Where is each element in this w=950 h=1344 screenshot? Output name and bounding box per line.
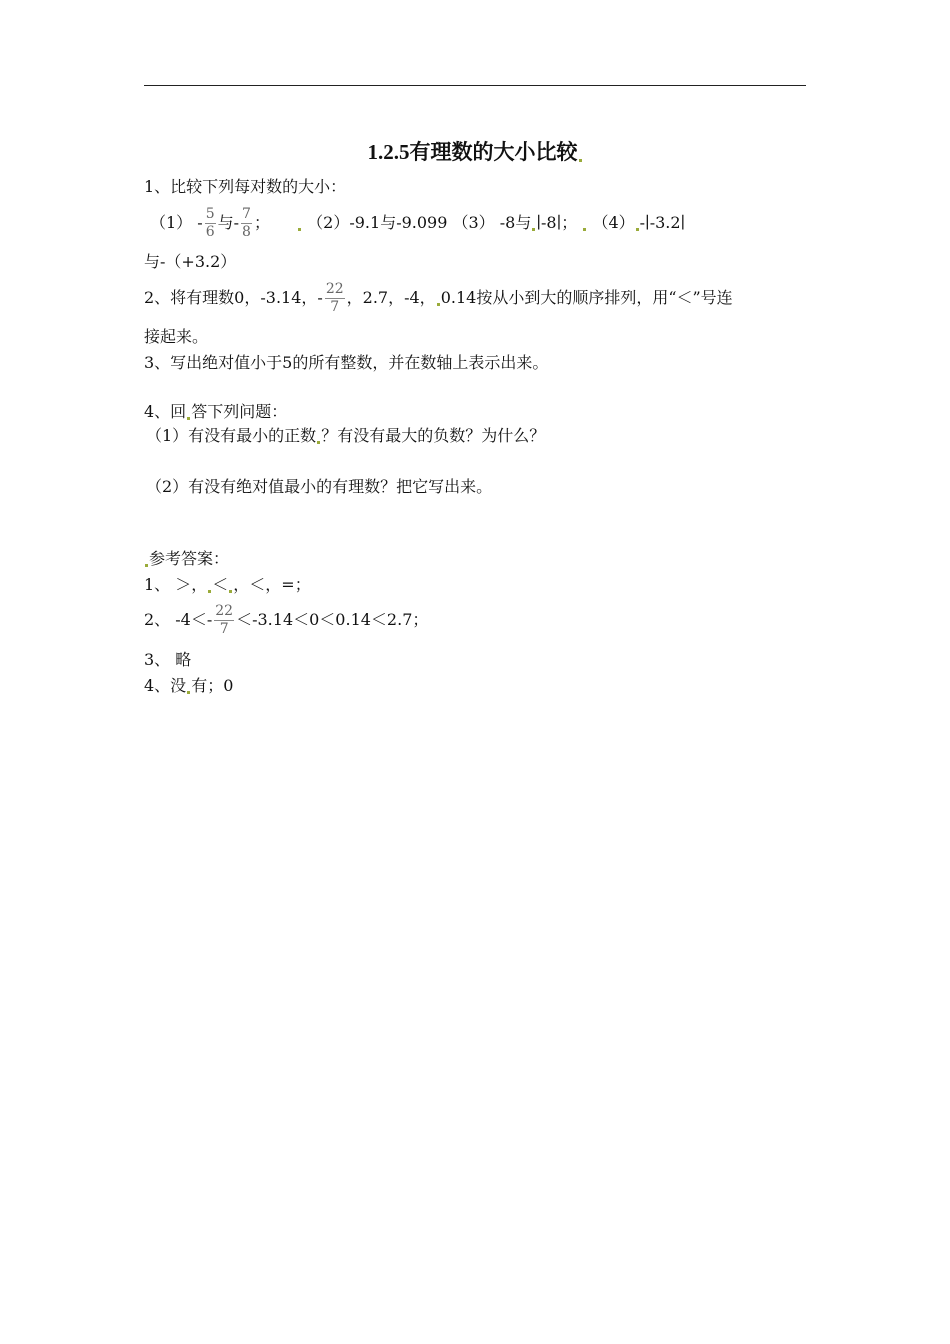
header-rule xyxy=(144,85,806,86)
title-text: 1.2.5有理数的大小比较 xyxy=(367,140,578,164)
q4-sub2 xyxy=(146,477,492,497)
q4-stem xyxy=(144,402,287,422)
fraction-22-7 xyxy=(325,281,345,316)
edit-mark xyxy=(187,691,190,694)
q4-sub2-text: （2）有没有绝对值最小的有理数？把它写出来。 xyxy=(146,477,493,496)
answer-3-text: 3、 略 xyxy=(144,650,192,669)
q1-parts xyxy=(150,203,685,243)
q2-line2 xyxy=(144,327,208,347)
q1-part2: （2）-9.1与-9.099 xyxy=(307,213,448,232)
q2-line1 xyxy=(144,278,733,318)
edit-mark xyxy=(208,590,211,593)
q4-sub1-a: （1）有没有最小的正数 xyxy=(146,426,317,445)
fraction-7-8 xyxy=(241,206,252,241)
q1-part4a: （4） xyxy=(592,213,635,232)
fraction-denominator: 8 xyxy=(242,224,251,240)
answers-heading xyxy=(144,549,229,569)
q2-text-c: 0.14按从小到大的顺序排列，用“＜”号连 xyxy=(440,288,733,307)
q3-text: 3、写出绝对值小于5的所有整数，并在数轴上表示出来。 xyxy=(144,353,549,372)
q4-sub1-b: ？有没有最大的负数？为什么？ xyxy=(321,426,546,445)
fraction-denominator: 7 xyxy=(330,299,340,315)
fraction-denominator: 7 xyxy=(219,621,229,637)
q1-stem xyxy=(144,177,346,197)
q1-part1-mid: 与- xyxy=(217,213,240,232)
answer-2 xyxy=(144,600,428,640)
q2-text-b: ，2.7，-4， xyxy=(346,288,436,307)
fraction-5-6 xyxy=(205,206,216,241)
q1-part4b: -∣-3.2∣ xyxy=(639,213,686,232)
edit-mark xyxy=(437,303,440,306)
fraction-numerator: 22 xyxy=(325,281,344,297)
q1-continuation xyxy=(144,252,236,272)
edit-mark xyxy=(583,228,586,231)
edit-mark xyxy=(317,441,320,444)
answer-3 xyxy=(144,650,191,670)
q1-part1-prefix: （1） - xyxy=(150,213,203,232)
page-title xyxy=(0,136,950,166)
answer-1-c: ，＜，=； xyxy=(233,575,311,594)
edit-mark xyxy=(532,228,535,231)
answer-4-b: 有；0 xyxy=(191,676,234,695)
edit-mark xyxy=(636,228,639,231)
edit-mark xyxy=(145,564,148,567)
answer-2-b: ＜-3.14＜0＜0.14＜2.7； xyxy=(236,610,429,629)
fraction-22-7 xyxy=(214,603,234,638)
answer-4-a: 4、没 xyxy=(144,676,187,695)
q1-part1-suffix: ； xyxy=(253,213,270,232)
q1-continuation-text: 与-（+3.2） xyxy=(144,252,237,271)
edit-mark xyxy=(229,590,232,593)
q2-text-a: 2、将有理数0，-3.14，- xyxy=(144,288,323,307)
q3-line xyxy=(144,353,548,373)
fraction-numerator: 5 xyxy=(205,206,215,222)
q1-part3b: ∣-8∣； xyxy=(536,213,578,232)
edit-mark xyxy=(298,228,301,231)
q4-stem-b: 答下列问题： xyxy=(191,402,288,421)
answer-4 xyxy=(144,676,233,696)
q2-line2-text: 接起来。 xyxy=(144,327,209,346)
answer-1 xyxy=(144,575,311,595)
fraction-numerator: 7 xyxy=(242,206,251,222)
q1-stem-text: 1、比较下列每对数的大小： xyxy=(144,177,347,196)
q1-part3a: （3） -8与 xyxy=(452,213,532,232)
answers-heading-text: 参考答案： xyxy=(149,549,230,568)
edit-mark xyxy=(579,159,582,162)
fraction-denominator: 6 xyxy=(205,224,215,240)
q4-sub1 xyxy=(146,426,545,446)
fraction-numerator: 22 xyxy=(215,603,234,619)
q4-stem-a: 4、回 xyxy=(144,402,187,421)
edit-mark xyxy=(187,417,190,420)
answer-2-a: 2、 -4＜- xyxy=(144,610,213,629)
answer-1-b: ＜ xyxy=(212,575,229,594)
answer-1-a: 1、 ＞， xyxy=(144,575,208,594)
